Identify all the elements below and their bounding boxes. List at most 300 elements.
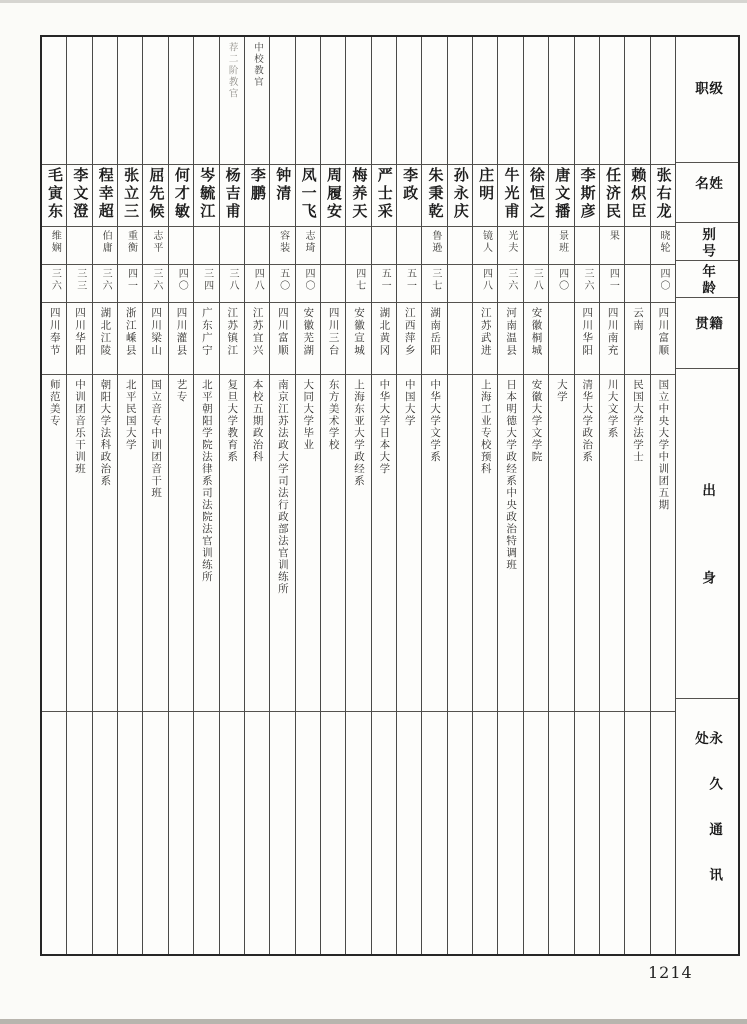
person-column xyxy=(524,37,549,954)
age-text: 四八 xyxy=(252,268,264,292)
age-text: 三三 xyxy=(74,268,86,292)
education-cell xyxy=(346,375,370,712)
person-column xyxy=(600,37,625,954)
origin-cell xyxy=(296,303,320,375)
rank-cell xyxy=(651,37,675,165)
education-text: 复旦大学教育系 xyxy=(226,379,239,463)
person-name: 李鹏 xyxy=(248,167,267,203)
person-name: 朱秉乾 xyxy=(426,167,445,221)
education-text: 安徽大学文学院 xyxy=(530,379,543,463)
origin-cell xyxy=(245,303,269,375)
age-cell xyxy=(422,265,446,303)
origin-text: 湖北黄冈 xyxy=(378,307,391,357)
origin-text: 云南 xyxy=(631,307,644,332)
education-cell xyxy=(372,375,396,712)
origin-text: 安徽宣城 xyxy=(353,307,365,357)
alias-cell xyxy=(245,227,269,265)
origin-text: 四川富顺 xyxy=(657,307,670,357)
origin-text: 四川南充 xyxy=(606,307,619,357)
origin-cell xyxy=(346,303,370,375)
age-cell xyxy=(67,265,91,303)
education-cell xyxy=(575,375,599,712)
age-cell xyxy=(575,265,599,303)
alias-text: 志琦 xyxy=(303,230,315,254)
education-text: 清华大学政治系 xyxy=(581,379,594,463)
name-cell xyxy=(524,165,548,227)
age-cell xyxy=(651,265,675,303)
address-cell xyxy=(600,712,624,954)
person-column xyxy=(372,37,397,954)
name-cell xyxy=(651,165,675,227)
name-cell xyxy=(346,165,370,227)
alias-cell xyxy=(321,227,345,265)
person-name: 凤一飞 xyxy=(299,167,318,221)
education-text: 中华大学文学系 xyxy=(429,379,442,463)
alias-cell xyxy=(42,227,66,265)
person-column xyxy=(321,37,346,954)
address-cell xyxy=(321,712,345,954)
name-cell xyxy=(372,165,396,227)
person-column xyxy=(549,37,574,954)
address-cell xyxy=(524,712,548,954)
name-cell xyxy=(118,165,142,227)
alias-text: 光夫 xyxy=(505,230,517,254)
rank-cell xyxy=(600,37,624,165)
origin-cell xyxy=(118,303,142,375)
origin-cell xyxy=(575,303,599,375)
alias-cell xyxy=(397,227,421,265)
education-text: 师范美专 xyxy=(48,379,61,427)
rank-cell xyxy=(296,37,320,165)
alias-cell xyxy=(575,227,599,265)
person-name: 杨吉甫 xyxy=(223,167,242,221)
person-name: 梅养天 xyxy=(350,167,369,221)
origin-cell xyxy=(194,303,218,375)
age-cell xyxy=(169,265,193,303)
personnel-roster-table xyxy=(40,35,740,956)
origin-cell xyxy=(143,303,167,375)
name-cell xyxy=(270,165,294,227)
origin-text: 广东广宁 xyxy=(200,307,213,357)
alias-text: 重衡 xyxy=(125,230,137,254)
education-text: 本校五期政治科 xyxy=(251,379,264,463)
person-column xyxy=(651,37,675,954)
age-cell xyxy=(600,265,624,303)
header-alias-cell xyxy=(676,223,738,260)
alias-cell xyxy=(270,227,294,265)
person-column xyxy=(118,37,143,954)
age-cell xyxy=(498,265,522,303)
alias-text: 维娴 xyxy=(49,230,61,254)
address-cell xyxy=(397,712,421,954)
person-column xyxy=(143,37,168,954)
education-text: 上海东亚大学政经系 xyxy=(353,379,365,487)
origin-text: 四川三台 xyxy=(327,307,340,357)
age-text: 三六 xyxy=(150,268,162,292)
education-text: 上海工业专校预科 xyxy=(479,379,492,475)
header-rank: 级职 xyxy=(692,81,723,139)
person-name: 李斯彦 xyxy=(578,167,597,221)
address-cell xyxy=(625,712,649,954)
alias-cell xyxy=(473,227,497,265)
person-name: 屈先候 xyxy=(147,167,166,221)
rank-cell xyxy=(549,37,573,165)
origin-text: 安徽桐城 xyxy=(530,307,543,357)
origin-cell xyxy=(67,303,91,375)
education-text: 日本明德大学政经系中央政治特调班 xyxy=(505,379,518,571)
address-cell xyxy=(67,712,91,954)
person-name: 庄明 xyxy=(477,167,496,203)
person-column xyxy=(448,37,473,954)
person-name: 程幸超 xyxy=(96,167,115,221)
person-name: 牛光甫 xyxy=(502,167,521,221)
age-cell xyxy=(473,265,497,303)
age-cell xyxy=(270,265,294,303)
alias-text: 果 xyxy=(607,230,619,242)
address-cell xyxy=(498,712,522,954)
name-cell xyxy=(245,165,269,227)
person-column xyxy=(67,37,92,954)
alias-cell xyxy=(194,227,218,265)
education-cell xyxy=(524,375,548,712)
person-column xyxy=(498,37,523,954)
person-name: 严士采 xyxy=(375,167,394,221)
age-text: 四一 xyxy=(125,268,137,292)
alias-cell xyxy=(220,227,244,265)
origin-text: 四川富顺 xyxy=(276,307,289,357)
header-education-cell xyxy=(676,369,738,700)
name-cell xyxy=(397,165,421,227)
education-text: 国立音专中训团音干班 xyxy=(150,379,163,499)
name-cell xyxy=(448,165,472,227)
origin-text: 浙江嵊县 xyxy=(124,307,137,357)
header-column xyxy=(675,37,738,954)
header-origin: 籍贯 xyxy=(692,316,723,348)
education-cell xyxy=(143,375,167,712)
address-cell xyxy=(473,712,497,954)
education-cell xyxy=(118,375,142,712)
alias-cell xyxy=(118,227,142,265)
header-age-cell xyxy=(676,261,738,298)
origin-cell xyxy=(473,303,497,375)
rank-cell xyxy=(93,37,117,165)
name-cell xyxy=(296,165,320,227)
header-name-cell xyxy=(676,163,738,224)
origin-cell xyxy=(220,303,244,375)
name-cell xyxy=(321,165,345,227)
person-column xyxy=(169,37,194,954)
rank-cell xyxy=(245,37,269,165)
education-cell xyxy=(498,375,522,712)
name-cell xyxy=(498,165,522,227)
person-column xyxy=(346,37,371,954)
rank-cell xyxy=(118,37,142,165)
name-cell xyxy=(422,165,446,227)
rank-cell xyxy=(194,37,218,165)
address-cell xyxy=(220,712,244,954)
education-cell xyxy=(194,375,218,712)
origin-text: 安徽芜湖 xyxy=(302,307,315,357)
age-cell xyxy=(93,265,117,303)
alias-cell xyxy=(549,227,573,265)
origin-text: 湖南岳阳 xyxy=(429,307,442,357)
age-cell xyxy=(118,265,142,303)
age-cell xyxy=(220,265,244,303)
address-cell xyxy=(42,712,66,954)
age-cell xyxy=(42,265,66,303)
alias-cell xyxy=(372,227,396,265)
origin-cell xyxy=(372,303,396,375)
person-column xyxy=(473,37,498,954)
age-text: 五一 xyxy=(379,268,391,292)
age-text: 三六 xyxy=(505,268,517,292)
person-name: 岑毓江 xyxy=(198,167,217,221)
age-cell xyxy=(524,265,548,303)
education-text: 艺专 xyxy=(175,379,188,403)
rank-text: 中校教官 xyxy=(252,42,264,88)
age-cell xyxy=(245,265,269,303)
rank-cell xyxy=(270,37,294,165)
education-cell xyxy=(321,375,345,712)
origin-cell xyxy=(651,303,675,375)
education-cell xyxy=(296,375,320,712)
name-cell xyxy=(67,165,91,227)
address-cell xyxy=(143,712,167,954)
alias-cell xyxy=(651,227,675,265)
name-cell xyxy=(42,165,66,227)
origin-cell xyxy=(321,303,345,375)
alias-text: 镜人 xyxy=(480,230,492,254)
address-cell xyxy=(575,712,599,954)
rank-cell xyxy=(625,37,649,165)
person-name: 李文澄 xyxy=(71,167,90,221)
scan-edge-bottom xyxy=(0,1019,747,1024)
person-column xyxy=(625,37,650,954)
rank-cell xyxy=(422,37,446,165)
age-cell xyxy=(321,265,345,303)
address-cell xyxy=(296,712,320,954)
origin-cell xyxy=(422,303,446,375)
education-cell xyxy=(169,375,193,712)
education-cell xyxy=(67,375,91,712)
address-cell xyxy=(549,712,573,954)
education-cell xyxy=(625,375,649,712)
rank-cell xyxy=(143,37,167,165)
alias-cell xyxy=(524,227,548,265)
origin-cell xyxy=(498,303,522,375)
education-cell xyxy=(245,375,269,712)
person-column xyxy=(575,37,600,954)
name-cell xyxy=(600,165,624,227)
header-address-cell xyxy=(676,699,738,954)
education-cell xyxy=(270,375,294,712)
age-cell xyxy=(143,265,167,303)
person-column xyxy=(397,37,422,954)
person-name: 李政 xyxy=(401,167,420,203)
origin-text: 江苏武进 xyxy=(479,307,492,357)
person-name: 何才敏 xyxy=(172,167,191,221)
age-text: 四〇 xyxy=(303,268,315,292)
person-name: 唐文播 xyxy=(553,167,572,221)
age-text: 四八 xyxy=(480,268,492,292)
origin-text: 四川灌县 xyxy=(175,307,188,357)
rank-cell xyxy=(397,37,421,165)
header-rank-cell xyxy=(676,37,738,163)
education-text: 中训团音乐干训班 xyxy=(74,379,87,475)
address-cell xyxy=(448,712,472,954)
person-columns xyxy=(42,37,675,954)
address-cell xyxy=(93,712,117,954)
alias-cell xyxy=(625,227,649,265)
education-cell xyxy=(549,375,573,712)
education-cell xyxy=(93,375,117,712)
origin-cell xyxy=(93,303,117,375)
person-name: 周履安 xyxy=(325,167,343,221)
origin-cell xyxy=(270,303,294,375)
origin-cell xyxy=(524,303,548,375)
person-column xyxy=(42,37,67,954)
age-text: 三八 xyxy=(531,268,543,292)
education-text: 中华大学日本大学 xyxy=(378,379,391,475)
alias-cell xyxy=(422,227,446,265)
education-cell xyxy=(651,375,675,712)
origin-cell xyxy=(169,303,193,375)
header-alias: 别号 xyxy=(699,226,716,260)
origin-text: 江苏宜兴 xyxy=(251,307,264,357)
education-cell xyxy=(600,375,624,712)
origin-cell xyxy=(625,303,649,375)
education-cell xyxy=(473,375,497,712)
person-name: 张立三 xyxy=(122,167,141,221)
alias-cell xyxy=(346,227,370,265)
education-text: 民国大学法学士 xyxy=(631,379,644,463)
education-cell xyxy=(42,375,66,712)
age-text: 五一 xyxy=(404,268,416,292)
person-column xyxy=(220,37,245,954)
person-column xyxy=(296,37,321,954)
rank-cell xyxy=(67,37,91,165)
name-cell xyxy=(625,165,649,227)
education-cell xyxy=(220,375,244,712)
age-text: 四一 xyxy=(607,268,619,292)
age-cell xyxy=(397,265,421,303)
origin-text: 湖北江陵 xyxy=(99,307,112,357)
name-cell xyxy=(93,165,117,227)
rank-cell xyxy=(448,37,472,165)
education-text: 北平民国大学 xyxy=(124,379,137,451)
origin-cell xyxy=(397,303,421,375)
header-origin-cell xyxy=(676,298,738,369)
alias-cell xyxy=(448,227,472,265)
origin-text: 四川华阳 xyxy=(581,307,594,357)
alias-cell xyxy=(600,227,624,265)
person-column xyxy=(93,37,118,954)
age-text: 三六 xyxy=(100,268,112,292)
age-cell xyxy=(194,265,218,303)
alias-text: 志平 xyxy=(150,230,162,254)
address-cell xyxy=(245,712,269,954)
person-name: 任济民 xyxy=(603,167,622,221)
address-cell xyxy=(169,712,193,954)
person-name: 钟清 xyxy=(274,167,293,203)
education-text: 北平朝阳学院法律系司法院法官训练所 xyxy=(200,379,213,583)
age-text: 三六 xyxy=(581,268,593,292)
alias-text: 鲁逊 xyxy=(429,230,441,254)
person-column xyxy=(194,37,219,954)
header-education: 出身 xyxy=(699,483,716,659)
age-cell xyxy=(448,265,472,303)
rank-cell xyxy=(473,37,497,165)
age-cell xyxy=(346,265,370,303)
age-text: 三七 xyxy=(429,268,441,292)
address-cell xyxy=(270,712,294,954)
name-cell xyxy=(575,165,599,227)
rank-cell xyxy=(220,37,244,165)
education-cell xyxy=(448,375,472,712)
person-column xyxy=(270,37,295,954)
address-cell xyxy=(118,712,142,954)
header-name: 姓名 xyxy=(692,175,723,203)
rank-cell xyxy=(575,37,599,165)
education-text: 川大文学系 xyxy=(606,379,619,439)
address-cell xyxy=(194,712,218,954)
age-cell xyxy=(625,265,649,303)
address-cell xyxy=(346,712,370,954)
rank-cell xyxy=(372,37,396,165)
person-name: 毛寅东 xyxy=(46,167,65,221)
education-text: 朝阳大学法科政治系 xyxy=(99,379,112,487)
age-text: 五〇 xyxy=(277,268,289,292)
alias-cell xyxy=(93,227,117,265)
alias-text: 容装 xyxy=(277,230,289,254)
alias-cell xyxy=(498,227,522,265)
alias-text: 景班 xyxy=(556,230,568,254)
education-text: 大学 xyxy=(555,379,568,403)
address-cell xyxy=(651,712,675,954)
age-cell xyxy=(372,265,396,303)
alias-text: 晓轮 xyxy=(658,230,670,254)
rank-cell xyxy=(321,37,345,165)
rank-cell xyxy=(498,37,522,165)
name-cell xyxy=(549,165,573,227)
origin-cell xyxy=(42,303,66,375)
person-name: 张右龙 xyxy=(654,167,673,221)
origin-text: 河南温县 xyxy=(505,307,518,357)
origin-text: 江西萍乡 xyxy=(403,307,416,357)
origin-cell xyxy=(448,303,472,375)
name-cell xyxy=(473,165,497,227)
person-column xyxy=(245,37,270,954)
name-cell xyxy=(143,165,167,227)
education-text: 大同大学毕业 xyxy=(302,379,315,451)
age-text: 四七 xyxy=(353,268,365,292)
name-cell xyxy=(194,165,218,227)
alias-cell xyxy=(169,227,193,265)
person-name: 孙永庆 xyxy=(451,167,470,221)
address-cell xyxy=(372,712,396,954)
age-text: 三六 xyxy=(49,268,61,292)
age-text: 四〇 xyxy=(658,268,670,292)
rank-cell xyxy=(169,37,193,165)
alias-text: 伯庸 xyxy=(100,230,112,254)
header-address: 永久通讯处 xyxy=(692,731,723,914)
page-number: 1214 xyxy=(648,963,693,982)
rank-text: 荐二阶教官 xyxy=(226,42,238,100)
origin-cell xyxy=(549,303,573,375)
alias-cell xyxy=(296,227,320,265)
alias-cell xyxy=(143,227,167,265)
name-cell xyxy=(220,165,244,227)
